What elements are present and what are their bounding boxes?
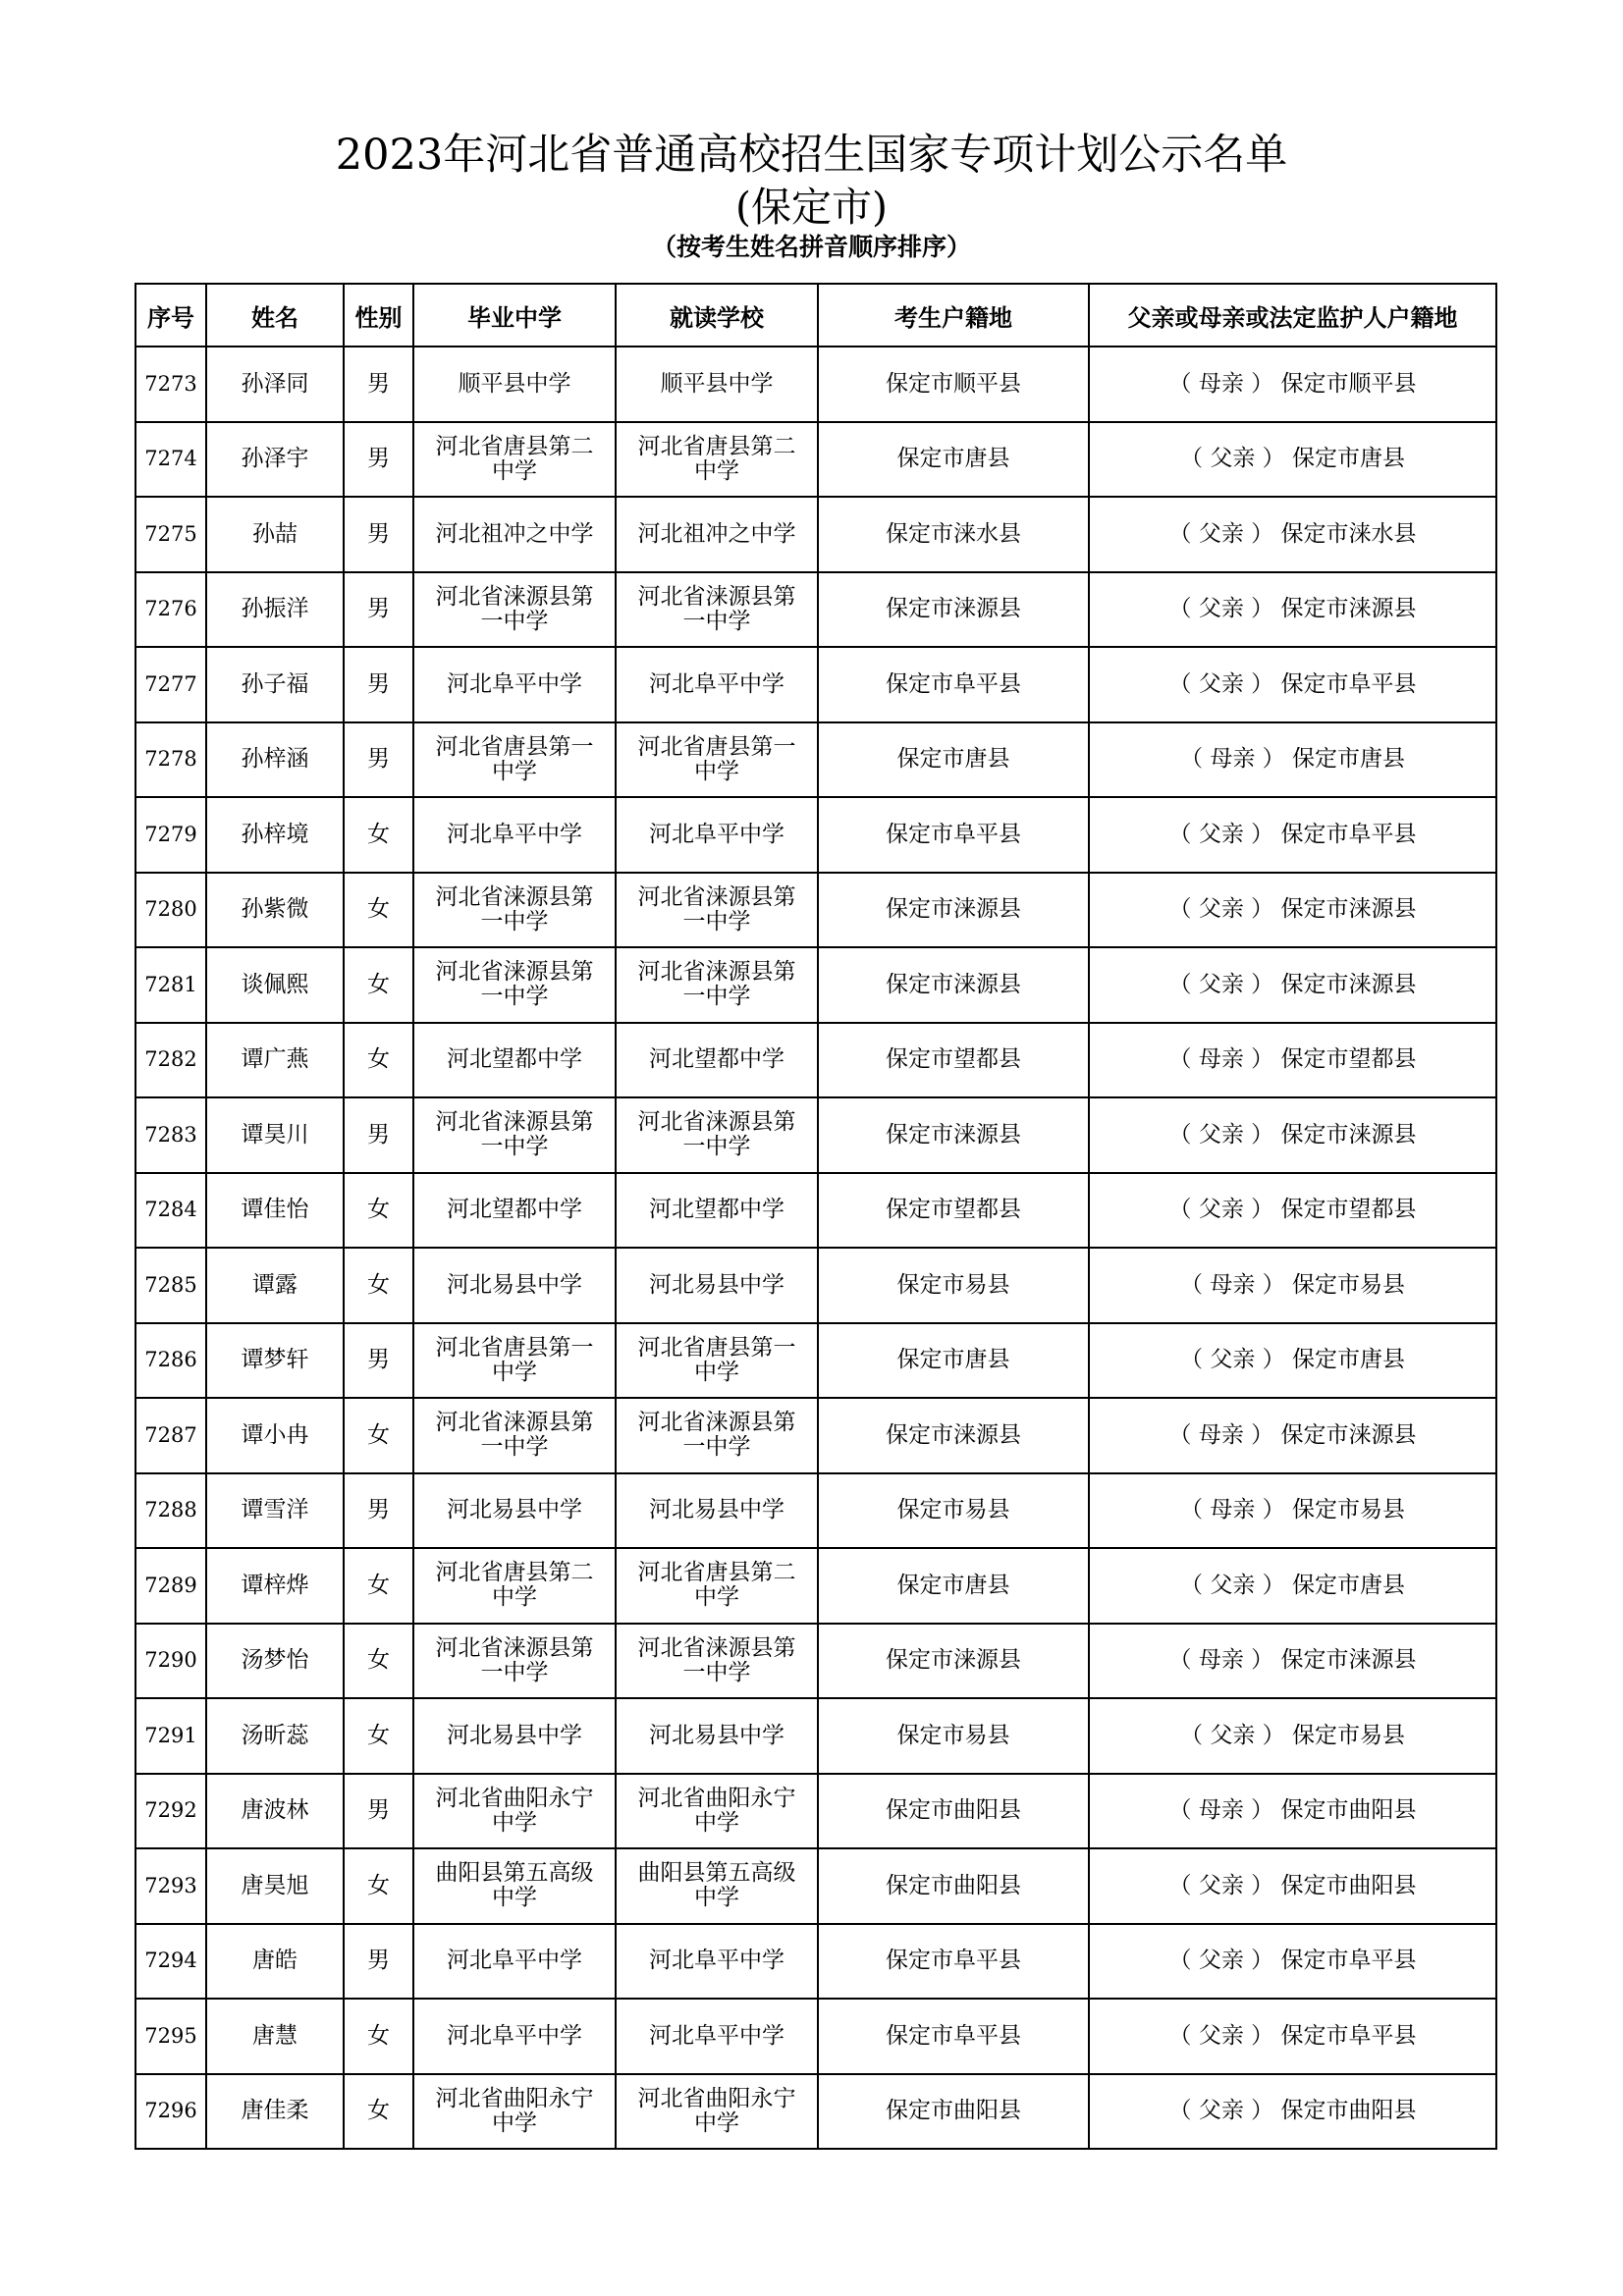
cell-attending-school <box>616 1548 818 1624</box>
guardian-residence-text: （ 父亲 ） 保定市望都县 <box>1168 1197 1417 1223</box>
cell-gender: 女 <box>344 2074 413 2150</box>
guardian-residence-text: （ 父亲 ） 保定市易县 <box>1180 1722 1405 1748</box>
cell-student-residence: 保定市阜平县 <box>818 647 1089 722</box>
cell-gender: 女 <box>344 1248 413 1323</box>
sort-note: （按考生姓名拼音顺序排序） <box>651 233 971 261</box>
guardian-residence-text: （ 父亲 ） 保定市唐县 <box>1180 1347 1405 1373</box>
cell-graduated-school <box>413 347 616 422</box>
cell-graduated-school <box>413 1624 616 1699</box>
cell-gender: 女 <box>344 1548 413 1624</box>
table-row <box>135 1398 1496 1473</box>
cell-gender: 男 <box>344 1323 413 1399</box>
cell-gender: 男 <box>344 1774 413 1849</box>
school-name-text: 河北阜平中学 <box>649 1948 784 1974</box>
cell-graduated-school <box>413 1999 616 2074</box>
table-row <box>135 1848 1496 1924</box>
cell-index: 7274 <box>135 422 206 498</box>
cell-attending-school <box>616 1848 818 1924</box>
cell-graduated-school <box>413 947 616 1023</box>
cell-guardian-residence <box>1089 1473 1496 1549</box>
school-name-text: 河北望都中学 <box>649 1197 784 1223</box>
cell-attending-school <box>616 797 818 873</box>
cell-attending-school <box>616 2074 818 2150</box>
school-name-text: 河北省涞源县第一中学 <box>637 1634 796 1685</box>
cell-graduated-school <box>413 1323 616 1399</box>
cell-attending-school <box>616 1698 818 1774</box>
cell-student-residence: 保定市涞源县 <box>818 1398 1089 1473</box>
header-graduated-school: 毕业中学 <box>413 284 616 347</box>
school-name-text: 河北省涞源县第一中学 <box>637 1410 796 1461</box>
cell-index: 7293 <box>135 1848 206 1924</box>
cell-name: 谭小冉 <box>206 1398 344 1473</box>
cell-gender: 女 <box>344 1173 413 1249</box>
school-name-text: 河北省曲阳永宁中学 <box>637 1785 796 1836</box>
cell-name: 谭佳怡 <box>206 1173 344 1249</box>
school-name-text: 河北易县中学 <box>447 1271 582 1298</box>
guardian-residence-text: （ 母亲 ） 保定市涞源县 <box>1168 1421 1417 1448</box>
header-name: 姓名 <box>206 284 344 347</box>
cell-gender: 男 <box>344 572 413 648</box>
school-name-text: 顺平县中学 <box>660 370 774 397</box>
school-name-text: 河北省涞源县第一中学 <box>435 583 594 634</box>
cell-guardian-residence <box>1089 1023 1496 1098</box>
cell-attending-school <box>616 1624 818 1699</box>
cell-index: 7288 <box>135 1473 206 1549</box>
guardian-residence-text: （ 母亲 ） 保定市曲阳县 <box>1168 1797 1417 1824</box>
cell-index: 7296 <box>135 2074 206 2150</box>
cell-index: 7290 <box>135 1624 206 1699</box>
cell-graduated-school <box>413 1173 616 1249</box>
cell-gender: 男 <box>344 1924 413 2000</box>
cell-student-residence: 保定市曲阳县 <box>818 1848 1089 1924</box>
guardian-residence-text: （ 父亲 ） 保定市唐县 <box>1180 446 1405 472</box>
school-name-text: 河北阜平中学 <box>447 1948 582 1974</box>
cell-guardian-residence <box>1089 1999 1496 2074</box>
cell-name: 唐佳柔 <box>206 2074 344 2150</box>
cell-index: 7281 <box>135 947 206 1023</box>
cell-attending-school <box>616 572 818 648</box>
cell-graduated-school <box>413 1924 616 2000</box>
guardian-residence-text: （ 父亲 ） 保定市曲阳县 <box>1168 1872 1417 1898</box>
guardian-residence-text: （ 父亲 ） 保定市唐县 <box>1180 1572 1405 1598</box>
school-name-text: 河北省曲阳永宁中学 <box>637 2085 796 2136</box>
cell-student-residence: 保定市唐县 <box>818 722 1089 798</box>
cell-gender: 女 <box>344 1023 413 1098</box>
guardian-residence-text: （ 母亲 ） 保定市易县 <box>1180 1271 1405 1298</box>
cell-graduated-school <box>413 497 616 572</box>
school-name-text: 河北省涞源县第一中学 <box>435 959 594 1010</box>
school-name-text: 河北省唐县第二中学 <box>435 433 594 484</box>
cell-attending-school <box>616 1999 818 2074</box>
cell-attending-school <box>616 1323 818 1399</box>
cell-attending-school <box>616 1473 818 1549</box>
table-row <box>135 1624 1496 1699</box>
cell-gender: 男 <box>344 347 413 422</box>
cell-graduated-school <box>413 1097 616 1173</box>
cell-name: 孙梓涵 <box>206 722 344 798</box>
cell-gender: 女 <box>344 1999 413 2074</box>
cell-index: 7277 <box>135 647 206 722</box>
school-name-text: 河北阜平中学 <box>649 2022 784 2049</box>
cell-index: 7279 <box>135 797 206 873</box>
header-index: 序号 <box>135 284 206 347</box>
cell-index: 7283 <box>135 1097 206 1173</box>
school-name-text: 河北省曲阳永宁中学 <box>435 2085 594 2136</box>
school-name-text: 河北省涞源县第一中学 <box>435 883 594 934</box>
school-name-text: 河北省涞源县第一中学 <box>637 959 796 1010</box>
cell-guardian-residence <box>1089 1398 1496 1473</box>
cell-name: 谈佩熙 <box>206 947 344 1023</box>
cell-index: 7291 <box>135 1698 206 1774</box>
cell-student-residence: 保定市唐县 <box>818 1323 1089 1399</box>
cell-guardian-residence <box>1089 347 1496 422</box>
cell-graduated-school <box>413 647 616 722</box>
cell-student-residence: 保定市曲阳县 <box>818 1774 1089 1849</box>
school-name-text: 河北省涞源县第一中学 <box>637 583 796 634</box>
cell-student-residence: 保定市涞源县 <box>818 873 1089 948</box>
table-row <box>135 2074 1496 2150</box>
cell-student-residence: 保定市易县 <box>818 1473 1089 1549</box>
guardian-residence-text: （ 父亲 ） 保定市阜平县 <box>1168 670 1417 697</box>
table-row <box>135 1173 1496 1249</box>
cell-guardian-residence <box>1089 722 1496 798</box>
cell-guardian-residence <box>1089 1848 1496 1924</box>
cell-graduated-school <box>413 2074 616 2150</box>
cell-name: 孙喆 <box>206 497 344 572</box>
cell-index: 7282 <box>135 1023 206 1098</box>
cell-name: 谭梦轩 <box>206 1323 344 1399</box>
cell-graduated-school <box>413 1398 616 1473</box>
cell-gender: 女 <box>344 1848 413 1924</box>
table-row <box>135 722 1496 798</box>
cell-index: 7289 <box>135 1548 206 1624</box>
table-row <box>135 1924 1496 2000</box>
table-row <box>135 1473 1496 1549</box>
cell-graduated-school <box>413 1698 616 1774</box>
guardian-residence-text: （ 母亲 ） 保定市唐县 <box>1180 746 1405 773</box>
cell-name: 谭昊川 <box>206 1097 344 1173</box>
cell-graduated-school <box>413 1248 616 1323</box>
school-name-text: 河北阜平中学 <box>447 821 582 847</box>
school-name-text: 曲阳县第五高级中学 <box>637 1860 796 1911</box>
cell-guardian-residence <box>1089 1924 1496 2000</box>
school-name-text: 河北望都中学 <box>447 1197 582 1223</box>
cell-gender: 女 <box>344 1624 413 1699</box>
guardian-residence-text: （ 父亲 ） 保定市涞源县 <box>1168 1121 1417 1148</box>
cell-gender: 女 <box>344 873 413 948</box>
cell-student-residence: 保定市唐县 <box>818 422 1089 498</box>
cell-name: 谭梓烨 <box>206 1548 344 1624</box>
school-name-text: 河北易县中学 <box>649 1722 784 1748</box>
school-name-text: 河北省唐县第二中学 <box>435 1560 594 1611</box>
table-body <box>135 347 1496 2149</box>
table-row <box>135 947 1496 1023</box>
cell-name: 谭广燕 <box>206 1023 344 1098</box>
school-name-text: 河北省唐县第二中学 <box>637 433 796 484</box>
cell-name: 孙子福 <box>206 647 344 722</box>
school-name-text: 河北望都中学 <box>447 1046 582 1073</box>
school-name-text: 河北省涞源县第一中学 <box>637 883 796 934</box>
cell-index: 7286 <box>135 1323 206 1399</box>
guardian-residence-text: （ 母亲 ） 保定市顺平县 <box>1168 370 1417 397</box>
school-name-text: 河北祖冲之中学 <box>435 520 594 547</box>
school-name-text: 河北省唐县第一中学 <box>435 733 594 784</box>
cell-name: 谭雪洋 <box>206 1473 344 1549</box>
cell-student-residence: 保定市涞源县 <box>818 1624 1089 1699</box>
cell-graduated-school <box>413 422 616 498</box>
school-name-text: 河北阜平中学 <box>447 670 582 697</box>
cell-graduated-school <box>413 1023 616 1098</box>
guardian-residence-text: （ 母亲 ） 保定市易县 <box>1180 1497 1405 1523</box>
cell-student-residence: 保定市唐县 <box>818 1548 1089 1624</box>
cell-index: 7275 <box>135 497 206 572</box>
school-name-text: 河北省唐县第一中学 <box>637 1334 796 1385</box>
cell-student-residence: 保定市阜平县 <box>818 1924 1089 2000</box>
table-row <box>135 1774 1496 1849</box>
guardian-residence-text: （ 父亲 ） 保定市阜平县 <box>1168 1948 1417 1974</box>
school-name-text: 河北阜平中学 <box>649 670 784 697</box>
table-row <box>135 1323 1496 1399</box>
cell-name: 孙泽同 <box>206 347 344 422</box>
cell-index: 7276 <box>135 572 206 648</box>
school-name-text: 河北望都中学 <box>649 1046 784 1073</box>
cell-graduated-school <box>413 572 616 648</box>
cell-index: 7285 <box>135 1248 206 1323</box>
school-name-text: 河北易县中学 <box>649 1497 784 1523</box>
cell-index: 7287 <box>135 1398 206 1473</box>
table-row <box>135 647 1496 722</box>
cell-guardian-residence <box>1089 2074 1496 2150</box>
cell-guardian-residence <box>1089 1624 1496 1699</box>
header-student-residence: 考生户籍地 <box>818 284 1089 347</box>
table-row <box>135 797 1496 873</box>
cell-attending-school <box>616 1248 818 1323</box>
cell-guardian-residence <box>1089 1173 1496 1249</box>
school-name-text: 河北阜平中学 <box>649 821 784 847</box>
school-name-text: 顺平县中学 <box>458 370 571 397</box>
table-row <box>135 497 1496 572</box>
school-name-text: 河北易县中学 <box>649 1271 784 1298</box>
cell-gender: 男 <box>344 722 413 798</box>
cell-name: 唐昊旭 <box>206 1848 344 1924</box>
cell-guardian-residence <box>1089 873 1496 948</box>
cell-name: 孙泽宇 <box>206 422 344 498</box>
cell-index: 7278 <box>135 722 206 798</box>
school-name-text: 河北省唐县第二中学 <box>637 1560 796 1611</box>
cell-gender: 女 <box>344 1398 413 1473</box>
school-name-text: 河北省唐县第一中学 <box>435 1334 594 1385</box>
cell-index: 7294 <box>135 1924 206 2000</box>
cell-student-residence: 保定市曲阳县 <box>818 2074 1089 2150</box>
cell-attending-school <box>616 722 818 798</box>
cell-student-residence: 保定市望都县 <box>818 1023 1089 1098</box>
cell-guardian-residence <box>1089 1248 1496 1323</box>
cell-student-residence: 保定市涞源县 <box>818 947 1089 1023</box>
cell-guardian-residence <box>1089 1323 1496 1399</box>
page-title: 2023年河北省普通高校招生国家专项计划公示名单 <box>335 131 1288 180</box>
cell-attending-school <box>616 347 818 422</box>
table-row <box>135 422 1496 498</box>
page-subtitle: (保定市) <box>735 184 888 231</box>
cell-gender: 男 <box>344 1473 413 1549</box>
guardian-residence-text: （ 父亲 ） 保定市涞源县 <box>1168 971 1417 997</box>
cell-gender: 男 <box>344 422 413 498</box>
header-gender: 性别 <box>344 284 413 347</box>
cell-student-residence: 保定市易县 <box>818 1248 1089 1323</box>
cell-graduated-school <box>413 1548 616 1624</box>
school-name-text: 河北省涞源县第一中学 <box>435 1109 594 1160</box>
cell-student-residence: 保定市易县 <box>818 1698 1089 1774</box>
cell-graduated-school <box>413 1848 616 1924</box>
guardian-residence-text: （ 母亲 ） 保定市涞源县 <box>1168 1647 1417 1674</box>
cell-graduated-school <box>413 1473 616 1549</box>
guardian-residence-text: （ 父亲 ） 保定市阜平县 <box>1168 2022 1417 2049</box>
cell-student-residence: 保定市阜平县 <box>818 797 1089 873</box>
cell-gender: 男 <box>344 1097 413 1173</box>
table-header-row <box>135 284 1496 347</box>
cell-attending-school <box>616 1774 818 1849</box>
cell-gender: 女 <box>344 947 413 1023</box>
table-row <box>135 572 1496 648</box>
cell-name: 唐波林 <box>206 1774 344 1849</box>
cell-name: 孙振洋 <box>206 572 344 648</box>
cell-name: 孙紫微 <box>206 873 344 948</box>
cell-gender: 女 <box>344 797 413 873</box>
cell-attending-school <box>616 947 818 1023</box>
cell-attending-school <box>616 1097 818 1173</box>
cell-gender: 男 <box>344 647 413 722</box>
cell-guardian-residence <box>1089 1774 1496 1849</box>
guardian-residence-text: （ 父亲 ） 保定市阜平县 <box>1168 821 1417 847</box>
cell-index: 7280 <box>135 873 206 948</box>
cell-attending-school <box>616 873 818 948</box>
cell-attending-school <box>616 422 818 498</box>
cell-guardian-residence <box>1089 947 1496 1023</box>
cell-graduated-school <box>413 797 616 873</box>
cell-guardian-residence <box>1089 572 1496 648</box>
cell-guardian-residence <box>1089 647 1496 722</box>
cell-name: 唐慧 <box>206 1999 344 2074</box>
cell-guardian-residence <box>1089 1548 1496 1624</box>
cell-attending-school <box>616 647 818 722</box>
cell-gender: 男 <box>344 497 413 572</box>
header-attending-school: 就读学校 <box>616 284 818 347</box>
cell-student-residence: 保定市涞源县 <box>818 1097 1089 1173</box>
school-name-text: 河北阜平中学 <box>447 2022 582 2049</box>
guardian-residence-text: （ 父亲 ） 保定市涞源县 <box>1168 596 1417 622</box>
school-name-text: 河北省涞源县第一中学 <box>435 1634 594 1685</box>
cell-index: 7284 <box>135 1173 206 1249</box>
cell-name: 孙梓境 <box>206 797 344 873</box>
cell-guardian-residence <box>1089 1097 1496 1173</box>
school-name-text: 河北易县中学 <box>447 1497 582 1523</box>
table-row <box>135 1023 1496 1098</box>
cell-graduated-school <box>413 722 616 798</box>
cell-index: 7295 <box>135 1999 206 2074</box>
cell-name: 唐皓 <box>206 1924 344 2000</box>
cell-name: 汤昕蕊 <box>206 1698 344 1774</box>
table-row <box>135 1248 1496 1323</box>
school-name-text: 曲阳县第五高级中学 <box>435 1860 594 1911</box>
cell-attending-school <box>616 1023 818 1098</box>
table-row <box>135 1999 1496 2074</box>
school-name-text: 河北易县中学 <box>447 1722 582 1748</box>
cell-guardian-residence <box>1089 1698 1496 1774</box>
guardian-residence-text: （ 母亲 ） 保定市望都县 <box>1168 1046 1417 1073</box>
school-name-text: 河北省唐县第一中学 <box>637 733 796 784</box>
cell-student-residence: 保定市顺平县 <box>818 347 1089 422</box>
school-name-text: 河北省涞源县第一中学 <box>637 1109 796 1160</box>
school-name-text: 河北祖冲之中学 <box>637 520 796 547</box>
guardian-residence-text: （ 父亲 ） 保定市曲阳县 <box>1168 2098 1417 2124</box>
cell-gender: 女 <box>344 1698 413 1774</box>
school-name-text: 河北省曲阳永宁中学 <box>435 1785 594 1836</box>
cell-attending-school <box>616 1398 818 1473</box>
cell-graduated-school <box>413 1774 616 1849</box>
cell-index: 7273 <box>135 347 206 422</box>
cell-guardian-residence <box>1089 422 1496 498</box>
cell-index: 7292 <box>135 1774 206 1849</box>
cell-guardian-residence <box>1089 797 1496 873</box>
cell-attending-school <box>616 1924 818 2000</box>
cell-student-residence: 保定市阜平县 <box>818 1999 1089 2074</box>
cell-name: 谭露 <box>206 1248 344 1323</box>
table-row <box>135 1548 1496 1624</box>
cell-name: 汤梦怡 <box>206 1624 344 1699</box>
student-table <box>135 283 1497 2150</box>
cell-student-residence: 保定市涞水县 <box>818 497 1089 572</box>
school-name-text: 河北省涞源县第一中学 <box>435 1410 594 1461</box>
cell-student-residence: 保定市望都县 <box>818 1173 1089 1249</box>
cell-attending-school <box>616 1173 818 1249</box>
table-row <box>135 1097 1496 1173</box>
cell-attending-school <box>616 497 818 572</box>
header-guardian-residence: 父亲或母亲或法定监护人户籍地 <box>1089 284 1496 347</box>
table-row <box>135 1698 1496 1774</box>
guardian-residence-text: （ 父亲 ） 保定市涞源县 <box>1168 896 1417 923</box>
table-row <box>135 873 1496 948</box>
table-row <box>135 347 1496 422</box>
guardian-residence-text: （ 父亲 ） 保定市涞水县 <box>1168 520 1417 547</box>
cell-guardian-residence <box>1089 497 1496 572</box>
cell-graduated-school <box>413 873 616 948</box>
cell-student-residence: 保定市涞源县 <box>818 572 1089 648</box>
